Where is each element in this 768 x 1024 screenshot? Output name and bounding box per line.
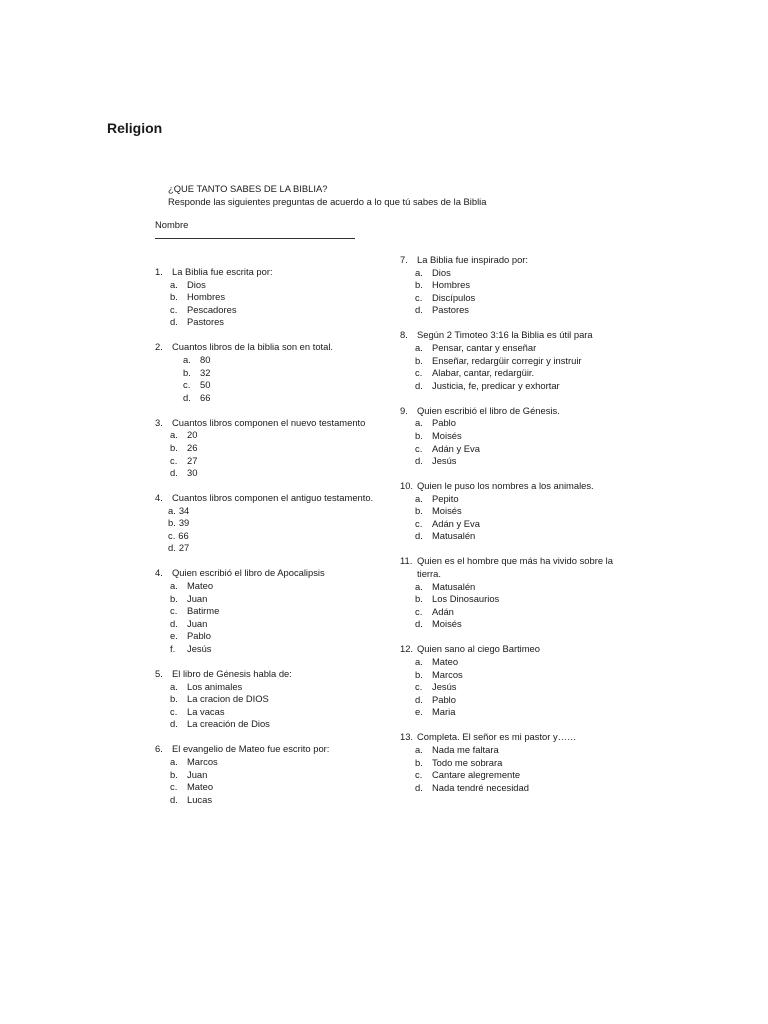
answer-option [170,304,385,317]
option-text: Pablo [432,693,456,705]
answer-option [170,291,385,304]
option-letter: d. [170,316,178,328]
answer-option [168,505,385,518]
option-text: Marcos [187,755,218,767]
answer-options [155,279,385,329]
question-prompt: Quien sano al ciego Bartimeo [417,643,540,655]
option-letter: d. [415,781,423,793]
option-text: Los Dinosaurios [432,593,500,605]
option-text: Batirme [187,605,220,617]
option-text: Juan [187,592,208,604]
option-text: Enseñar, redargüir corregir y instruir [432,354,582,366]
question-prompt: Cuantos libros componen el nuevo testamento [172,416,366,428]
option-text: La vacas [187,705,225,717]
page-title: Religion [107,120,163,136]
question-prompt: El libro de Génesis habla de: [172,667,292,679]
question-number: 1. [155,266,163,277]
answer-option [415,304,630,317]
option-text: Discípulos [432,291,476,303]
answer-option [415,518,630,531]
option-text: 27 [187,454,198,466]
question-prompt: La Biblia fue inspirado por: [417,254,529,265]
question-text [155,341,385,354]
answer-options [400,581,630,631]
answer-option [415,757,630,770]
question-number: 6. [155,743,163,755]
quiz-instructions: Responde las siguientes preguntas de acuerdo a lo que tú sabes de la Biblia [168,196,487,207]
question-number: 12. [400,643,414,655]
option-text: Adán y Eva [432,517,480,529]
answer-option [415,694,630,707]
option-letter: d. [170,617,178,629]
option-text: Matusalén [432,530,476,542]
answer-option [183,354,385,367]
answer-option [415,530,630,543]
answer-option [415,292,630,305]
question-prompt: El evangelio de Mateo fue escrito por: [172,743,330,755]
question-prompt: Según 2 Timoteo 3:16 la Biblia es útil para [417,329,593,341]
question-number: 11. [400,555,413,567]
option-letter: a. [170,580,178,592]
question-item [155,341,385,404]
answer-option [415,782,630,795]
option-text: 20 [187,429,198,441]
option-letter: b. [170,592,178,604]
option-text: Pensar, cantar y enseñar [432,341,537,353]
question-text [155,567,385,580]
option-text: 27 [178,542,190,554]
option-letter: c. [415,769,423,781]
answer-option [170,693,385,706]
option-text: 80 [200,353,211,365]
option-letter: c. [170,454,178,466]
answer-options [400,656,630,719]
option-letter: c. [415,681,423,693]
answer-option [170,279,385,292]
option-letter: d. [415,693,423,705]
answer-option [415,505,630,518]
question-prompt: La Biblia fue escrita por: [172,266,273,277]
question-prompt: Completa. El señor es mi pastor y…… [417,731,577,743]
option-text: Lucas [187,793,213,805]
answer-option [415,769,630,782]
question-number: 5. [155,667,163,679]
question-text [155,743,385,756]
question-text [400,555,630,580]
question-prompt: Quien escribió el libro de Apocalipsis [172,567,325,579]
option-text: Mateo [432,655,459,667]
option-text: Juan [187,617,208,629]
answer-option [170,781,385,794]
option-letter: c. [170,705,178,717]
option-text: 30 [187,467,198,479]
option-text: La cracion de DIOS [187,693,269,705]
option-letter: d. [168,542,176,554]
option-letter: e. [415,706,423,718]
answer-option [415,367,630,380]
answer-option [170,316,385,329]
option-text: Pablo [187,630,211,642]
question-text [155,492,385,505]
question-item [155,417,385,480]
option-letter: a. [183,353,191,365]
answer-option [415,417,630,430]
option-text: 50 [200,379,211,391]
option-letter: d. [170,467,178,479]
answer-option [415,593,630,606]
option-letter: d. [183,391,191,403]
option-text: Pepito [432,492,459,504]
question-text [400,329,630,342]
answer-option [415,606,630,619]
option-letter: c. [415,517,423,529]
option-text: Dios [432,266,451,278]
question-text [400,731,630,744]
question-item [400,555,630,631]
option-letter: b. [170,693,178,705]
option-text: 66 [200,391,211,403]
option-letter: d. [415,304,423,316]
option-text: Pablo [432,417,456,429]
quiz-header [168,182,486,208]
option-text: La creación de Dios [187,718,270,730]
option-letter: b. [183,366,191,378]
question-prompt: Quien es el hombre que más ha vivido sobre la tierra. [417,555,613,580]
question-item [155,266,385,329]
name-label: Nombre [155,219,189,230]
option-text: Matusalén [432,580,476,592]
question-text [155,668,385,681]
option-text: Todo me sobrara [432,756,503,768]
answer-options [155,429,385,479]
option-letter: a. [415,266,423,278]
answer-option [170,580,385,593]
question-text [400,643,630,656]
answer-option [170,593,385,606]
option-letter: c. [170,605,178,617]
option-letter: b. [415,279,423,291]
right-question-column [400,254,630,807]
option-letter: b. [168,517,176,529]
option-letter: b. [170,768,178,780]
question-text [155,266,385,279]
question-item [155,567,385,655]
option-text: Alabar, cantar, redargüir. [432,367,535,379]
option-text: Justicia, fe, predicar y exhortar [432,379,560,391]
option-text: Moisés [432,505,462,517]
question-text [400,254,630,267]
option-text: Jesús [432,681,457,693]
question-number: 13. [400,731,414,743]
option-letter: b. [170,441,178,453]
option-letter: b. [415,505,423,517]
quiz-heading: ¿QUE TANTO SABES DE LA BIBLIA? [168,183,328,194]
answer-option [170,455,385,468]
option-text: Adán y Eva [432,442,480,454]
option-letter: d. [415,530,423,542]
question-number: 4. [155,492,163,504]
option-letter: b. [415,429,423,441]
question-number: 9. [400,404,408,416]
answer-option [415,455,630,468]
answer-option [415,618,630,631]
answer-option [415,681,630,694]
option-letter: c. [415,367,423,379]
answer-option [170,706,385,719]
question-prompt: Quien le puso los nombres a los animales. [417,480,594,492]
option-text: Pescadores [187,303,237,315]
answer-option [170,756,385,769]
question-number: 2. [155,341,163,353]
option-text: 26 [187,441,198,453]
question-item [155,743,385,806]
answer-options [400,744,630,794]
answer-option [168,517,385,530]
answer-option [415,443,630,456]
option-text: Moisés [432,429,462,441]
answer-option [168,530,385,543]
option-text: Mateo [187,781,214,793]
option-letter: a. [415,580,423,592]
option-text: 34 [178,504,190,516]
option-text: Jesús [187,643,212,654]
answer-options [155,580,385,656]
option-letter: a. [170,755,178,767]
answer-option [183,392,385,405]
option-text: Cantare alegremente [432,769,521,781]
option-letter: c. [415,605,423,617]
option-text: Marcos [432,668,463,680]
question-item [400,731,630,794]
answer-option [170,681,385,694]
option-text: Pastores [187,316,224,328]
option-letter: c. [168,529,176,541]
question-number: 10. [400,480,414,492]
option-letter: a. [415,743,423,755]
option-text: Hombres [187,291,226,303]
option-letter: c. [415,442,423,454]
option-letter: a. [415,417,423,429]
option-letter: b. [415,668,423,680]
question-text [155,417,385,430]
option-letter: b. [415,354,423,366]
question-text [400,405,630,418]
answer-option [170,718,385,731]
option-text: Pastores [432,304,469,316]
option-text: Juan [187,768,208,780]
question-prompt: Quien escribió el libro de Génesis. [417,404,560,416]
answer-options [400,417,630,467]
answer-option [183,379,385,392]
answer-options [155,505,385,555]
answer-option [170,429,385,442]
option-letter: d. [170,718,178,730]
answer-option [415,430,630,443]
option-text: 39 [178,517,190,529]
option-letter: a. [168,504,176,516]
option-letter: b. [170,291,178,303]
option-letter: a. [415,341,423,353]
answer-options [400,342,630,392]
question-item [400,329,630,392]
answer-option [170,643,385,656]
answer-option [415,380,630,393]
answer-option [170,630,385,643]
answer-options [155,681,385,731]
answer-options [155,756,385,806]
answer-option [415,656,630,669]
question-number: 8. [400,329,408,341]
option-text: Maria [432,706,456,718]
question-item [400,405,630,468]
option-text: Dios [187,278,206,290]
answer-option [415,342,630,355]
option-letter: a. [170,278,178,290]
option-letter: a. [170,429,178,441]
option-letter: a. [415,655,423,667]
option-text: Hombres [432,279,471,291]
left-question-column [155,266,385,819]
answer-option [415,279,630,292]
option-letter: c. [170,303,178,315]
answer-option [170,442,385,455]
question-item [400,643,630,719]
answer-option [170,794,385,807]
answer-option [415,493,630,506]
answer-options [400,267,630,317]
question-item [155,492,385,555]
question-item [155,668,385,731]
answer-option [170,605,385,618]
question-item [400,254,630,317]
answer-options [155,354,385,404]
answer-option [170,467,385,480]
answer-option [170,618,385,631]
question-number: 3. [155,416,163,428]
option-letter: a. [170,680,178,692]
option-letter: f. [170,643,176,654]
option-letter: d. [170,793,178,805]
option-letter: d. [415,455,423,467]
option-text: Nada tendré necesidad [432,781,529,793]
question-prompt: Cuantos libros de la biblia son en total. [172,341,334,353]
option-letter: e. [170,630,178,642]
option-letter: d. [415,379,423,391]
answer-option [415,355,630,368]
option-text: Moisés [432,618,462,630]
answer-option [415,744,630,757]
option-letter: b. [415,756,423,768]
option-letter: a. [415,492,423,504]
question-text [400,480,630,493]
option-text: Los animales [187,680,243,692]
answer-options [400,493,630,543]
option-text: 66 [178,529,189,541]
question-number: 7. [400,254,408,265]
option-letter: c. [415,291,423,303]
option-letter: c. [170,781,178,793]
option-text: Nada me faltara [432,743,499,755]
option-letter: d. [415,618,423,630]
option-letter: b. [415,593,423,605]
answer-option [415,581,630,594]
name-answer-line [155,238,355,239]
answer-option [170,769,385,782]
question-number: 4. [155,567,163,579]
option-letter: c. [183,379,191,391]
option-text: Jesús [432,455,457,467]
answer-option [415,669,630,682]
answer-option [168,542,385,555]
answer-option [415,706,630,719]
option-text: Mateo [187,580,214,592]
answer-option [183,367,385,380]
option-text: 32 [200,366,211,378]
question-item [400,480,630,543]
answer-option [415,267,630,280]
option-text: Adán [432,605,454,617]
question-prompt: Cuantos libros componen el antiguo testamento. [172,492,374,504]
